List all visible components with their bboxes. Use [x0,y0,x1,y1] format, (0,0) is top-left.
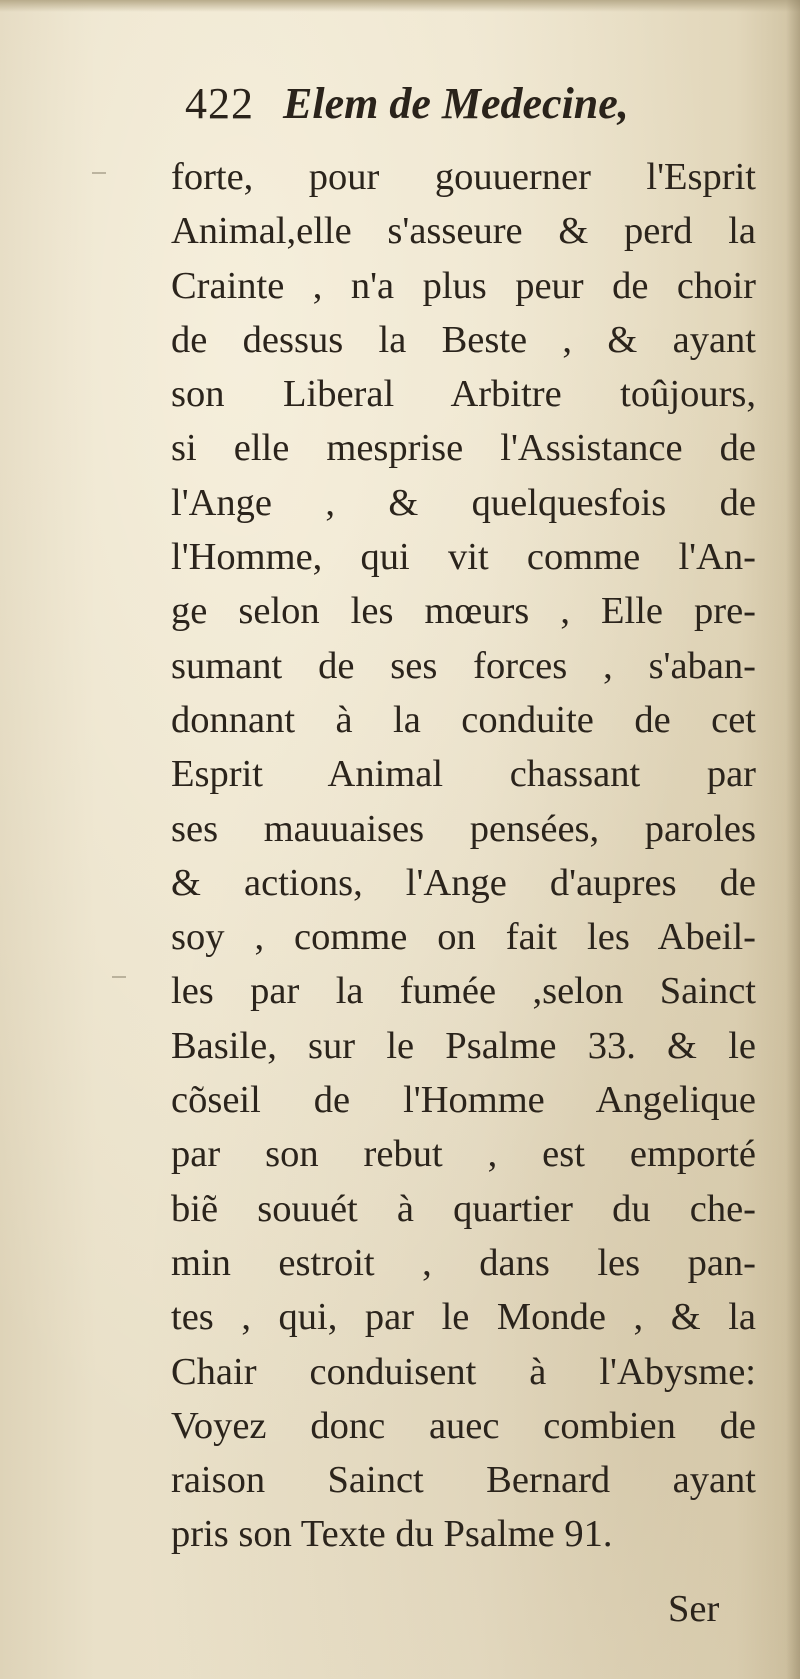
text-line: & actions, l'Ange d'aupres de [171,861,756,904]
text-line: Animal,elle s'asseure & perd la [171,210,756,253]
page-top-shadow [0,0,800,12]
text-line: soy , comme on fait les Abeil- [171,916,756,959]
text-line: ge selon les mœurs , Elle pre- [171,590,756,633]
text-line: sumant de ses forces , s'aban- [171,644,756,687]
text-line: Crainte , n'a plus peur de choir [171,264,756,307]
text-line: biẽ souuét à quartier du che- [171,1187,756,1230]
text-line: forte, pour gouuerner l'Esprit [171,156,756,198]
text-line: par son rebut , est emporté [171,1133,756,1176]
text-line: l'Ange , & quelquesfois de [171,481,756,524]
text-line: Basile, sur le Psalme 33. & le [171,1024,756,1067]
margin-mark [92,172,106,174]
text-line: ses mauuaises pensées, paroles [171,807,756,850]
text-line: Esprit Animal chassant par [171,753,756,796]
catchword: Ser [668,1588,720,1630]
text-line: de dessus la Beste , & ayant [171,318,756,361]
text-line: Chair conduisent à l'Abysme: [171,1350,756,1393]
margin-mark [112,976,126,978]
text-line: Voyez donc auec combien de [171,1404,756,1447]
text-line: tes , qui, par le Monde , & la [171,1296,756,1339]
text-line: raison Sainct Bernard ayant [171,1459,756,1502]
text-line: min estroit , dans les pan- [171,1241,756,1284]
running-title: Elem de Medecine, [283,79,629,128]
text-line: son Liberal Arbitre toûjours, [171,373,756,416]
page-gutter-shadow [786,0,800,1679]
page-number: 422 [185,79,254,128]
text-line: si elle mesprise l'Assistance de [171,427,756,470]
body-text [171,150,756,1562]
text-line: les par la fumée ,selon Sainct [171,970,756,1013]
text-line: pris son Texte du Psalme 91. [171,1513,613,1556]
running-header [185,78,629,129]
text-line: l'Homme, qui vit comme l'An- [171,536,756,579]
text-line: cõseil de l'Homme Angelique [171,1079,756,1122]
text-line: donnant à la conduite de cet [171,698,756,741]
